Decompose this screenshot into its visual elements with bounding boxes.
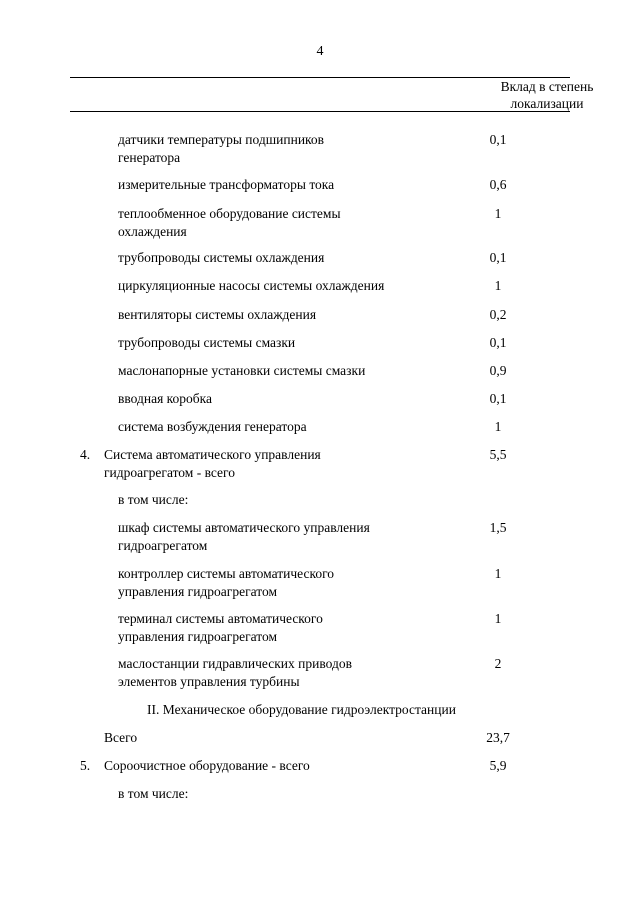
row-label: маслонапорные установки системы смазки [118, 363, 366, 378]
row-value: 5,9 [489, 758, 507, 773]
row-value: 1 [494, 206, 502, 221]
row-number: 4. [80, 447, 91, 462]
row-label [104, 446, 321, 482]
row-value: 23,7 [486, 730, 510, 745]
row-value: 1 [494, 278, 502, 293]
contribution-header-line-1: Вклад в степень [500, 79, 594, 94]
contribution-header-line-2: локализации [510, 96, 584, 111]
row-label: Сороочистное оборудование - всего [104, 758, 310, 773]
row-label-line: Система автоматического управления [104, 447, 321, 462]
row-label-line: охлаждения [118, 224, 187, 239]
row-label: вентиляторы системы охлаждения [118, 307, 317, 322]
row-label [118, 610, 323, 646]
row-label: трубопроводы системы охлаждения [118, 250, 325, 265]
section-title-text: II. Механическое оборудование гидроэлектростанции [147, 702, 456, 717]
row-label-line: управления гидроагрегатом [118, 584, 278, 599]
row-label-line: терминал системы автоматического [118, 611, 323, 626]
row-label: вводная коробка [118, 391, 213, 406]
row-label: трубопроводы системы смазки [118, 335, 296, 350]
row-label: циркуляционные насосы системы охлаждения [118, 278, 385, 293]
row-value: 5,5 [489, 447, 507, 462]
row-value: 1,5 [489, 520, 507, 535]
row-value: 0,1 [489, 391, 507, 406]
row-label-line: маслостанции гидравлических приводов [118, 656, 352, 671]
row-label: измерительные трансформаторы тока [118, 177, 335, 192]
row-label-line: генератора [118, 150, 181, 165]
row-label [118, 131, 324, 167]
row-label: в том числе: [118, 786, 189, 801]
row-value: 1 [494, 611, 502, 626]
row-label-line: элементов управления турбины [118, 674, 300, 689]
row-label: система возбуждения генератора [118, 419, 307, 434]
row-value: 0,1 [489, 335, 507, 350]
row-label [118, 565, 334, 601]
page-number: 4 [316, 44, 324, 59]
row-label [118, 655, 352, 691]
contribution-column-header [497, 78, 597, 112]
row-value: 1 [494, 419, 502, 434]
row-value: 0,2 [489, 307, 507, 322]
row-value: 0,9 [489, 363, 507, 378]
row-value: 0,6 [489, 177, 507, 192]
row-number: 5. [80, 758, 91, 773]
row-label: в том числе: [118, 492, 189, 507]
row-label [118, 519, 370, 555]
row-label-line: шкаф системы автоматического управления [118, 520, 370, 535]
row-label-line: гидроагрегатом [118, 538, 208, 553]
row-label: Всего [104, 730, 138, 745]
row-label-line: теплообменное оборудование системы [118, 206, 341, 221]
row-label-line: контроллер системы автоматического [118, 566, 335, 581]
row-label-line: датчики температуры подшипников [118, 132, 325, 147]
row-value: 1 [494, 566, 502, 581]
row-value: 0,1 [489, 132, 507, 147]
row-label-line: управления гидроагрегатом [118, 629, 278, 644]
row-label [118, 205, 341, 241]
row-label-line: гидроагрегатом - всего [104, 465, 235, 480]
row-value: 0,1 [489, 250, 507, 265]
row-value: 2 [494, 656, 502, 671]
table-header [70, 77, 594, 112]
